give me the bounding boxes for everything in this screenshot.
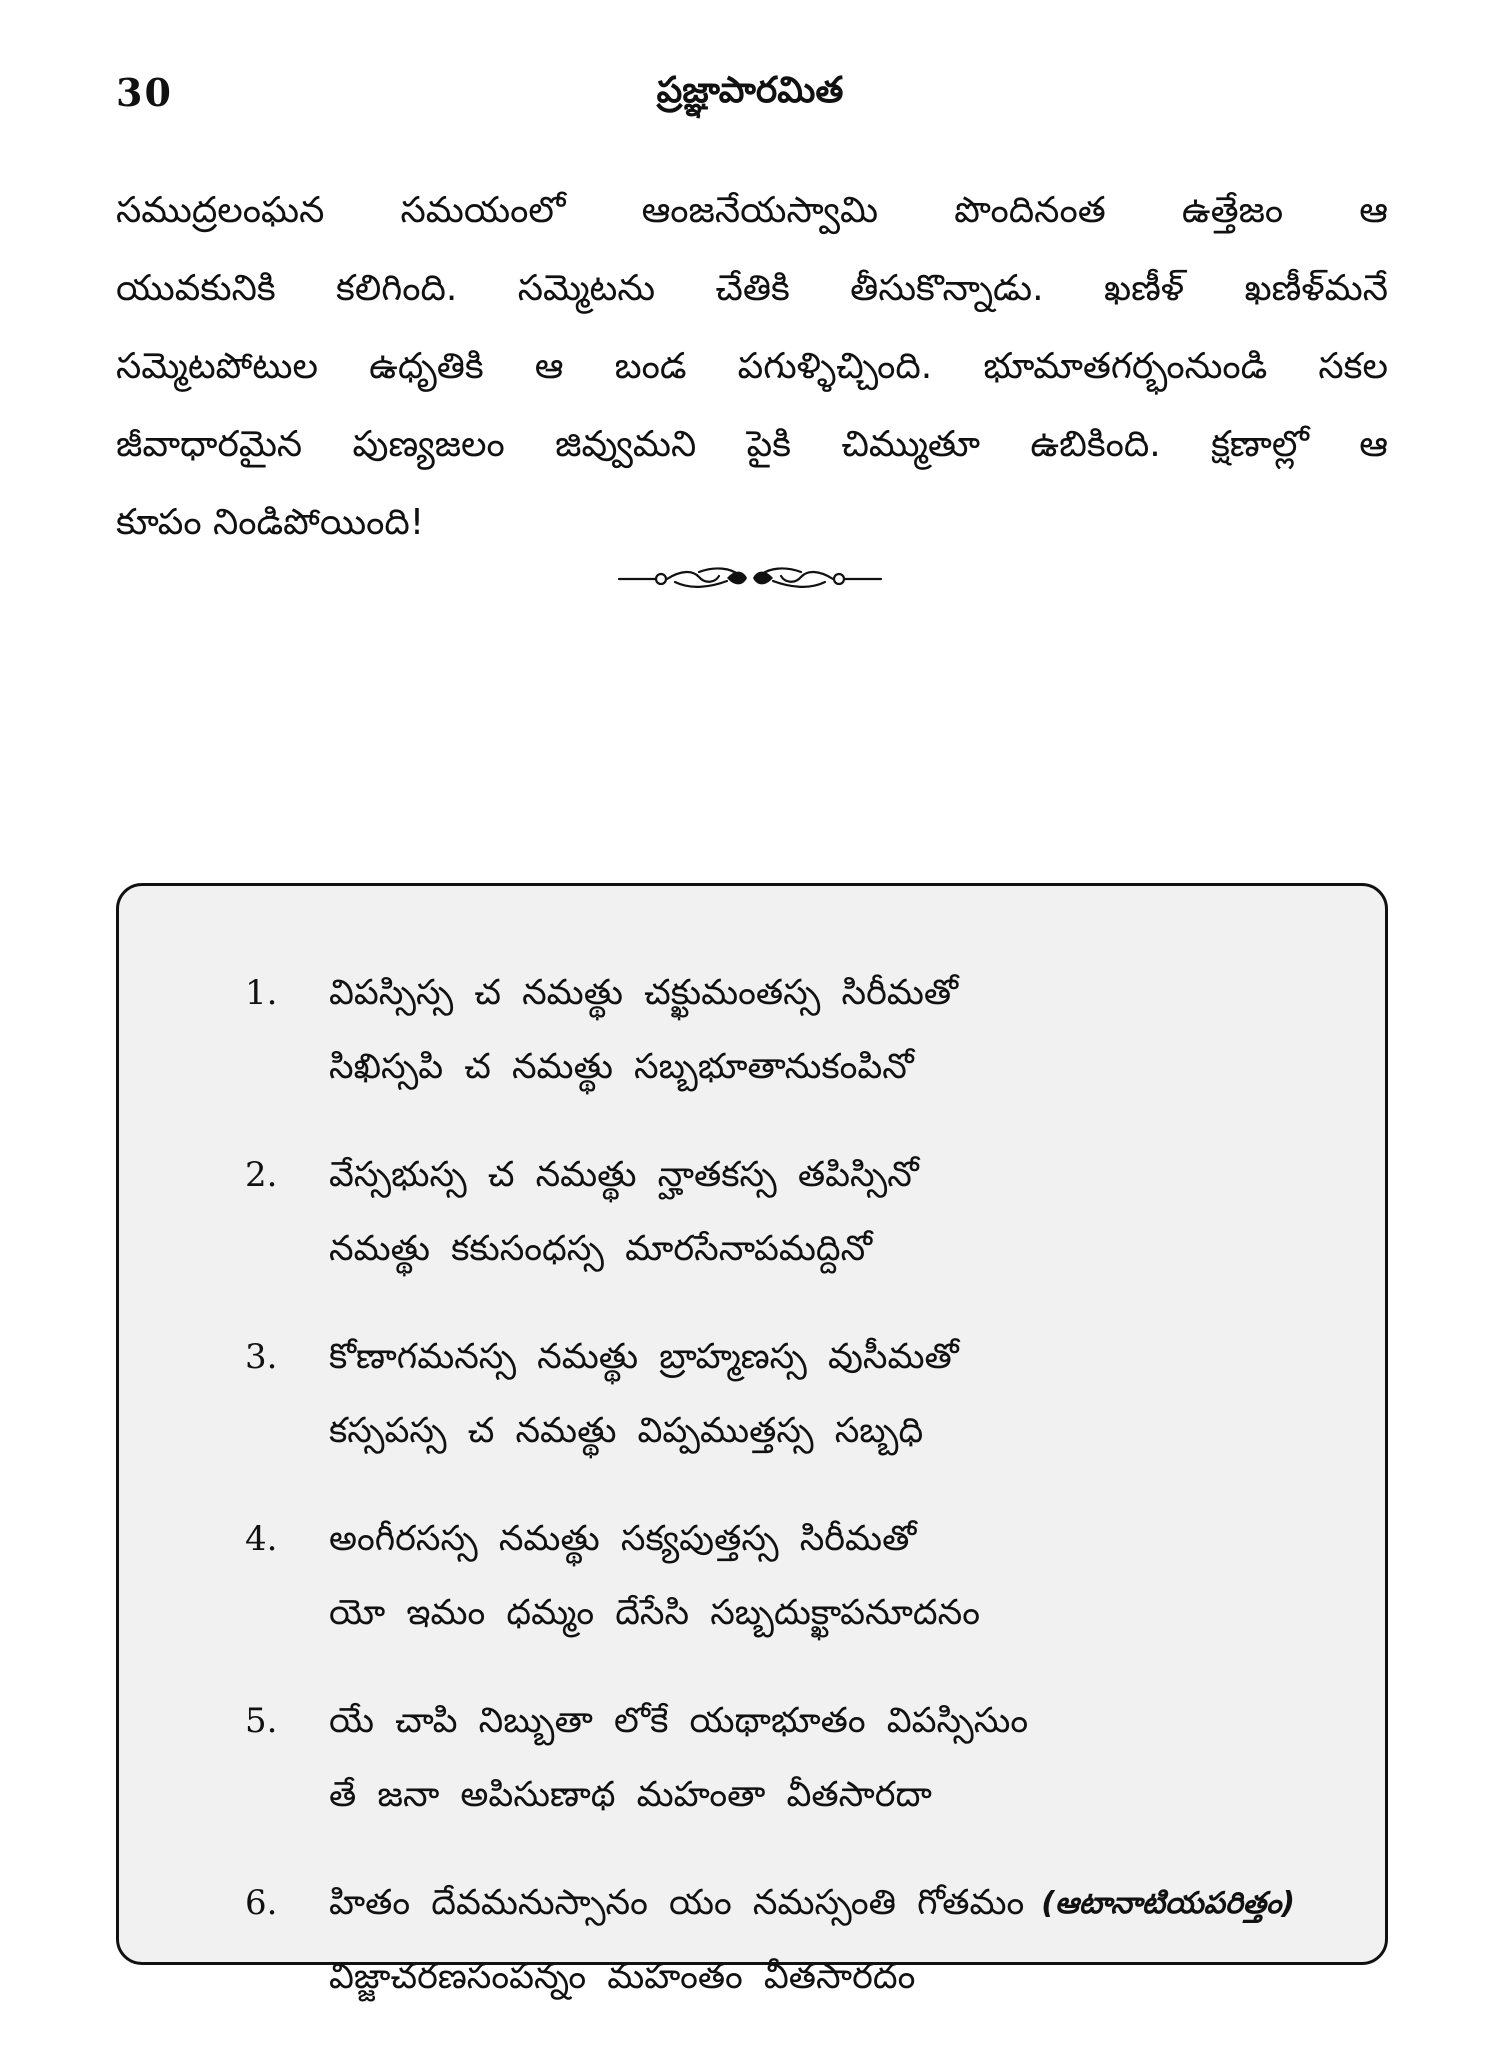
verse-number: 2.	[245, 1155, 278, 1195]
body-line: సముద్రలంఘన సమయంలో ఆంజనేయస్వామి పొందినంత ఉత్తేజం ఆ	[116, 190, 1388, 231]
body-line: జీవాధారమైన పుణ్యజలం జివ్వుమని పైకి చిమ్ముతూ ఉబికింది. క్షణాల్లో ఆ	[116, 424, 1388, 465]
verse-line: తే జనా అపిసుణాథ మహంతా వీతసారదా	[329, 1775, 932, 1815]
body-line: సమ్మెటపోటుల ఉధృతికి ఆ బండ పగుళ్ళిచ్చింది. భూమాతగర్భంనుండి సకల	[116, 346, 1388, 387]
verse-number: 3.	[245, 1337, 278, 1377]
floral-divider-icon	[615, 560, 885, 596]
body-line: కూపం నిండిపోయింది!	[116, 502, 425, 543]
body-paragraph	[116, 172, 1388, 562]
verse-line: హితం దేవమనుస్సానం యం నమస్సంతి గోతమం	[329, 1883, 1025, 1923]
verse-line: నమత్థు కకుసంధస్స మారసేనాపమద్దినో	[329, 1229, 873, 1269]
verse-number: 1.	[245, 973, 278, 1013]
verse-number: 5.	[245, 1701, 278, 1741]
verse-line: వేస్సభుస్స చ నమత్థు న్హాతకస్స తపిస్సినో	[329, 1155, 919, 1195]
verse-line: విజ్జాచరణసంపన్నం మహంతం వీతసారదం	[329, 1957, 916, 1997]
verse-line: కోణాగమనస్స నమత్థు బ్రాహ్మణస్స వుసీమతో	[329, 1337, 959, 1377]
verse-box	[116, 883, 1388, 1997]
verse-line: అంగీరసస్స నమత్థు సక్యపుత్తస్స సిరీమతో	[329, 1519, 917, 1559]
running-title: ప్రజ్ఞాపారమిత	[656, 70, 844, 111]
verse-number: 6.	[245, 1883, 278, 1923]
body-line: యువకునికి కలిగింది. సమ్మెటను చేతికి తీసుకొన్నాడు. ఖణీళ్ ఖణీళ్‌మనే	[116, 268, 1388, 309]
verse-line: విపస్సిస్స చ నమత్థు చక్ఖుమంతస్స సిరీమతో	[329, 973, 959, 1013]
verse-line: కస్సపస్స చ నమత్థు విప్పముత్తస్స సబ్బధి	[329, 1411, 924, 1451]
source-citation: (ఆటానాటియపరిత్తం)	[1041, 1886, 1295, 1921]
verse-line: యో ఇమం ధమ్మం దేసేసి సబ్బదుక్ఖాపనూదనం	[329, 1593, 980, 1633]
verse-number: 4.	[245, 1519, 278, 1559]
verse-line: యే చాపి నిబ్బుతా లోకే యథాభూతం విపస్సిసుం	[329, 1701, 1029, 1741]
page-number: 30	[116, 70, 173, 115]
verse-line: సిఖిస్సపి చ నమత్థు సబ్బభూతానుకంపినో	[329, 1047, 914, 1087]
